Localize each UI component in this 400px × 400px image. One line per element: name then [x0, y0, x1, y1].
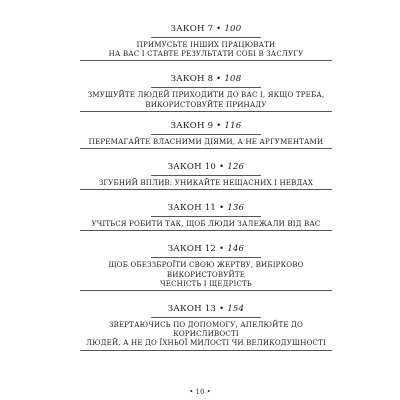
- law-page-number: 126: [227, 162, 245, 173]
- law-11: [80, 203, 332, 244]
- law-page-number: 100: [224, 24, 242, 34]
- law-page-number: 154: [227, 304, 245, 315]
- law-label: ЗАКОН 10: [167, 162, 217, 173]
- divider: [151, 37, 261, 38]
- law-10: [80, 162, 332, 203]
- law-8: [80, 74, 332, 120]
- law-title-line: ЗВЕРТАЮЧИСЬ ПО ДОПОМОГУ, АПЕЛЮЙТЕ ДО КОРИСЛИВОСТІ: [109, 320, 303, 339]
- divider: [151, 134, 261, 135]
- law-title-line: ПЕРЕМАГАЙТЕ ВЛАСНИМИ ДІЯМИ, А НЕ АРГУМЕНТАМИ: [88, 136, 324, 146]
- page-number: • 10 •: [189, 388, 211, 396]
- law-heading: ЗАКОН 12 • 146: [167, 244, 245, 255]
- law-page-number: 116: [224, 120, 242, 131]
- law-title-line: ЗМУШУЙТЕ ЛЮДЕЙ ПРИХОДИТИ ДО ВАС І, ЯКЩО ТРЕБА,: [87, 90, 325, 100]
- divider: [151, 257, 261, 258]
- law-title-line: УЧІТЬСЯ РОБИТИ ТАК, ЩОБ ЛЮДИ ЗАЛЕЖАЛИ ВІД ВАС: [91, 219, 321, 229]
- divider: [80, 60, 332, 61]
- law-9: [80, 121, 332, 162]
- law-heading: ЗАКОН 8 • 108: [170, 74, 242, 85]
- law-label: ЗАКОН 8: [170, 74, 214, 85]
- laws-column: [80, 24, 332, 353]
- divider: [80, 290, 332, 291]
- divider: [80, 350, 332, 351]
- law-title-line: НА ВАС І СТАВТЕ РЕЗУЛЬТАТИ СОБІ В ЗАСЛУГУ: [108, 49, 304, 59]
- law-title-line: ВИКОРИСТОВУЙТЕ ПРИНАДУ: [145, 99, 267, 109]
- law-title-line: ЛЮДЕЙ, А НЕ ДО ЇХНЬОЇ МИЛОСТІ ЧИ ВЕЛИКОДУШНОСТІ: [86, 338, 326, 348]
- divider: [151, 87, 261, 88]
- law-page-number: 136: [227, 203, 245, 214]
- divider: [80, 189, 332, 190]
- law-title-line: ЗГУБНИЙ ВПЛИВ: УНИКАЙТЕ НЕЩАСНИХ І НЕВДАХ: [98, 178, 314, 188]
- divider: [80, 230, 332, 231]
- law-label: ЗАКОН 11: [167, 203, 217, 214]
- divider: [80, 111, 332, 112]
- law-label: ЗАКОН 9: [170, 120, 214, 131]
- law-body-space: [80, 293, 332, 304]
- law-body-space: [80, 63, 332, 74]
- law-title-line: ПРИМУСЬТЕ ІНШИХ ПРАЦЮВАТИ: [136, 40, 276, 49]
- law-label: ЗАКОН 7: [170, 24, 214, 34]
- law-7: [80, 24, 332, 74]
- law-label: ЗАКОН 13: [167, 304, 217, 315]
- law-heading: ЗАКОН 13 • 154: [167, 304, 245, 315]
- divider: [80, 148, 332, 149]
- law-body-space: [80, 192, 332, 203]
- law-body-space: [80, 114, 332, 121]
- divider: [151, 317, 261, 318]
- law-body-space: [80, 151, 332, 162]
- law-body-space: [80, 233, 332, 244]
- law-heading: ЗАКОН 7 • 100: [170, 24, 242, 34]
- law-13: [80, 304, 332, 351]
- law-12: [80, 244, 332, 304]
- law-title-line: ЧЕСНІСТЬ І ЩЕДРІСТЬ: [160, 278, 252, 288]
- law-page-number: 108: [224, 74, 242, 85]
- divider: [151, 216, 261, 217]
- law-label: ЗАКОН 12: [167, 244, 217, 255]
- divider: [151, 175, 261, 176]
- law-title-line: ЩОБ ОБЕЗЗБРОЇТИ СВОЮ ЖЕРТВУ, ВИБІРКОВО ВИКОРИСТОВУЙТЕ: [108, 260, 304, 279]
- law-heading: ЗАКОН 9 • 116: [170, 120, 242, 131]
- law-heading: ЗАКОН 11 • 136: [167, 203, 245, 214]
- law-page-number: 146: [227, 244, 245, 255]
- law-heading: ЗАКОН 10 • 126: [167, 162, 245, 173]
